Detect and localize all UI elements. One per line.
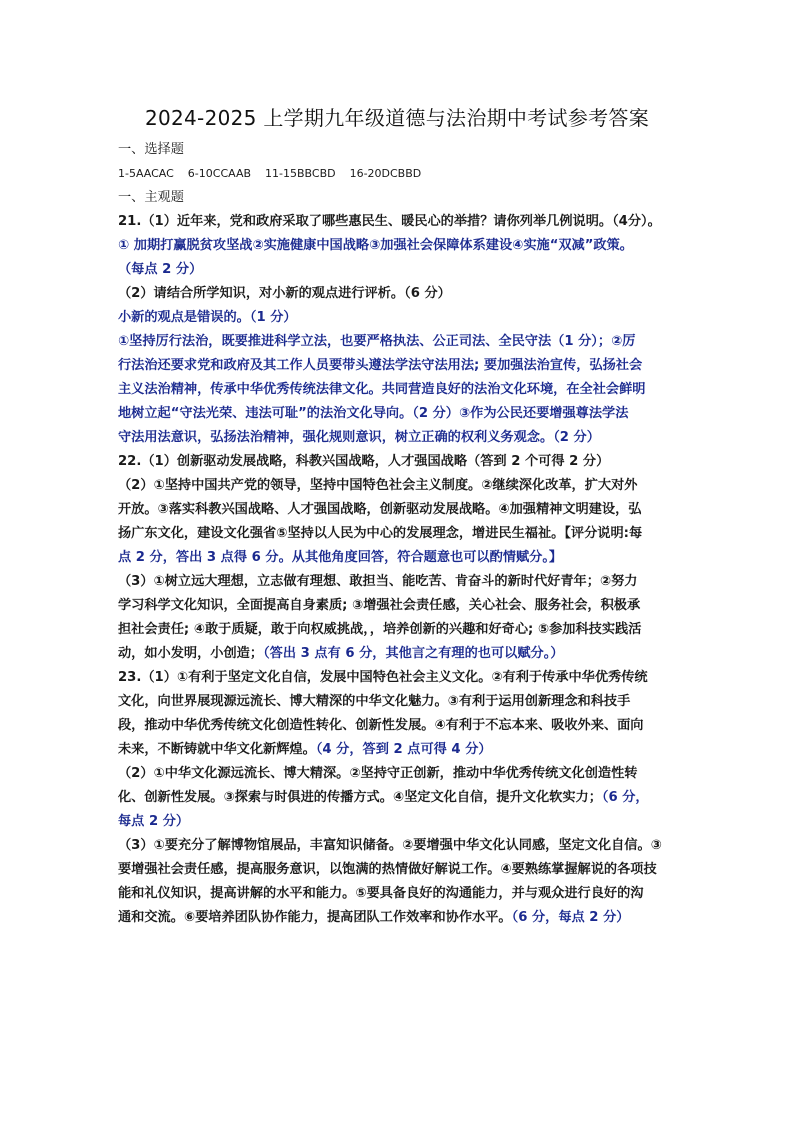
q23-line (118, 906, 680, 930)
q22-line-text: 动，如小发明，小创造； (118, 646, 264, 661)
section-heading-subjective: 一、主观题 (118, 190, 184, 205)
q23-score-note: （4 分，答到 2 点可得 4 分） (315, 742, 492, 757)
q21-2-answer-line: 守法用法意识，弘扬法治精神，强化规则意识，树立正确的权利义务观念。（2 分） (118, 430, 600, 445)
q23-line: 文化，向世界展现源远流长、博大精深的中华文化魅力。③有利于运用创新理念和科技手 (118, 694, 631, 709)
q21-1-answer: ① 加期打赢脱贫攻坚战②实施健康中国战略③加强社会保障体系建设④实施“双减”政策。 (118, 238, 633, 253)
q21-2-answer-line: ①坚持厉行法治，既要推进科学立法，也要严格执法、公正司法、全民守法（1 分）；②厉 (118, 334, 636, 349)
q21-1-question: 21.（1）近年来，党和政府采取了哪些惠民生、暖民心的举措？请你列举几例说明。（4分）。 (118, 214, 661, 229)
q23-line (118, 738, 680, 762)
q23-line: 段，推动中华优秀传统文化创造性转化、创新性发展。④有利于不忘本来、吸收外来、面向 (118, 718, 644, 733)
q21-2-answer-line: 主义法治精神，传承中华优秀传统法律文化。共同营造良好的法治文化环境，在全社会鲜明 (118, 382, 646, 397)
q23-line: 能和礼仪知识，提高讲解的水平和能力。⑤要具备良好的沟通能力，并与观众进行良好的沟 (118, 886, 644, 901)
q23-line: 要增强社会责任感，提高服务意识，以饱满的热情做好解说工作。④要熟练掌握解说的各项技 (118, 862, 657, 877)
section-heading-choice: 一、选择题 (118, 142, 184, 157)
q23-line-text: 通和交流。⑥要培养团队协作能力，提高团队工作效率和协作水平。 (118, 910, 512, 925)
q23-score-note: （6 分， (601, 790, 649, 805)
q23-score-note: 每点 2 分） (118, 814, 190, 829)
q22-score-note: 点 2 分，答出 3 点得 6 分。从其他角度回答，符合题意也可以酌情赋分。】 (118, 550, 563, 565)
q23-score-note: （6 分，每点 2 分） (511, 910, 630, 925)
q21-2-answer-line: 行法治还要求党和政府及其工作人员要带头遵法学法守法用法; 要加强法治宣传，弘扬社会 (118, 358, 643, 373)
q22-line: 开放。③落实科教兴国战略、人才强国战略，创新驱动发展战略。④加强精神文明建设，弘 (118, 502, 642, 517)
q22-line: 担社会责任; ④敢于质疑，敢于向权威挑战，，培养创新的兴趣和好奇心; ⑤参加科技实践活 (118, 622, 642, 637)
choice-answers: 1-5AACAC 6-10CCAAB 11-15BBCBD 16-20DCBBD (118, 167, 422, 180)
q23-line-text: 化、创新性发展。③探索与时俱进的传播方式。④坚定文化自信，提升文化软实力； (118, 790, 602, 805)
q22-line: 扬广东文化，建设文化强省⑤坚持以人民为中心的发展理念，增进民生福祉。【评分说明:每 (118, 526, 643, 541)
q21-1-score-note: （每点 2 分） (118, 262, 203, 277)
q21-2-answer-line: 地树立起“守法光荣、违法可耻”的法治文化导向。（2 分）③作为公民还要增强尊法学法 (118, 406, 629, 421)
q22-line: 22.（1）创新驱动发展战略，科教兴国战略，人才强国战略（答到 2 个可得 2 分） (118, 454, 610, 469)
q23-line-text: 未来，不断铸就中华文化新辉煌。 (118, 742, 316, 757)
q22-line: 学习科学文化知识，全面提高自身素质; ③增强社会责任感，关心社会、服务社会，积极承 (118, 598, 641, 613)
q23-line: （3）①要充分了解博物馆展品，丰富知识储备。②要增强中华文化认同感，坚定文化自信。③ (118, 838, 662, 853)
q21-2-answer-line: 小新的观点是错误的。（1 分） (118, 310, 297, 325)
q21-2-question: （2）请结合所学知识，对小新的观点进行评析。（6 分） (118, 286, 451, 301)
document-body (118, 138, 680, 930)
q22-line: （2）①坚持中国共产党的领导，坚持中国特色社会主义制度。②继续深化改革，扩大对外 (118, 478, 638, 493)
q22-score-note: （答出 3 点有 6 分，其他言之有理的也可以赋分。） (263, 646, 564, 661)
q22-line: （3）①树立远大理想，立志做有理想、敢担当、能吃苦、肯奋斗的新时代好青年；②努力 (118, 574, 638, 589)
q23-line (118, 786, 680, 810)
q22-line (118, 642, 680, 666)
q23-line: （2）①中华文化源远流长、博大精深。②坚持守正创新，推动中华优秀传统文化创造性转 (118, 766, 638, 781)
document-title: 2024-2025 上学期九年级道德与法治期中考试参考答案 (144, 106, 650, 130)
q23-line: 23.（1）①有利于坚定文化自信，发展中国特色社会主义文化。②有利于传承中华优秀传统 (118, 670, 648, 685)
